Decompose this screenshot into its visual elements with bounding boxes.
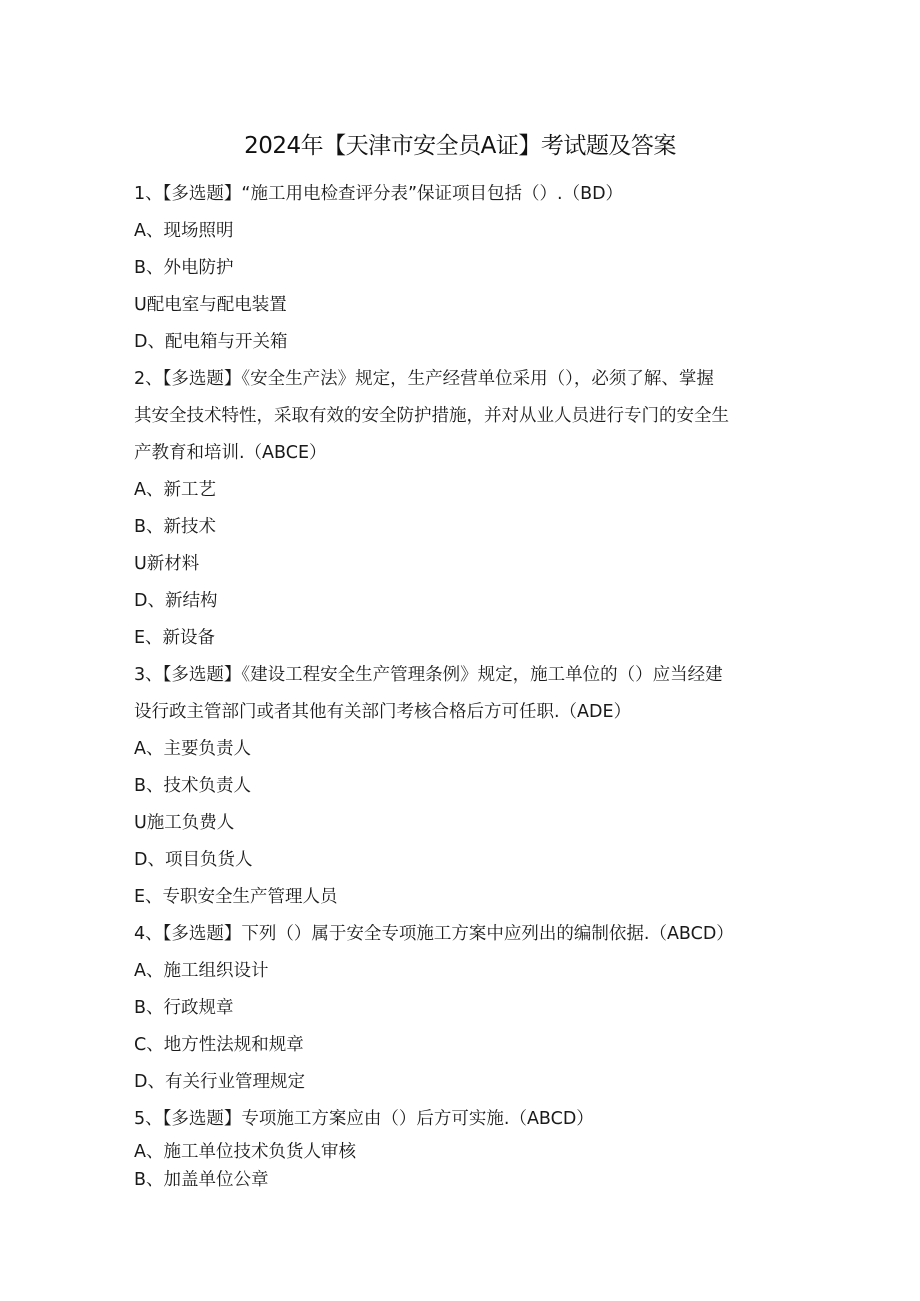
question-4 (134, 916, 784, 1101)
option-c: U施工负费人 (134, 813, 235, 833)
option-b: B、加盖单位公章 (134, 1170, 269, 1190)
question-stem: 4、【多选题】下列（）属于安全专项施工方案中应列出的编制依据.（ABCD） (134, 924, 734, 944)
option-c: U配电室与配电装置 (134, 295, 287, 315)
option-b: B、行政规章 (134, 998, 234, 1018)
option-a: A、新工艺 (134, 480, 216, 500)
option-b: B、外电防护 (134, 258, 234, 278)
option-a: A、施工组织设计 (134, 961, 269, 981)
option-e: E、新设备 (134, 628, 216, 648)
option-d: D、有关行业管理规定 (134, 1072, 305, 1092)
question-1 (134, 176, 784, 361)
option-d: D、新结构 (134, 591, 218, 611)
question-list (134, 176, 784, 1194)
question-5 (134, 1101, 784, 1194)
option-a: A、现场照明 (134, 221, 234, 241)
option-b: B、新技术 (134, 517, 217, 537)
question-stem-line: 产教育和培训.（ABCE） (134, 443, 327, 463)
option-e: E、专职安全生产管理人员 (134, 887, 338, 907)
option-c: U新材料 (134, 554, 200, 574)
question-stem: 5、【多选题】专项施工方案应由（）后方可实施.（ABCD） (134, 1109, 594, 1129)
option-d: D、配电箱与开关箱 (134, 332, 288, 352)
question-stem-line: 3、【多选题】《建设工程安全生产管理条例》规定，施工单位的（）应当经建 (134, 665, 723, 685)
question-stem: 1、【多选题】“施工用电检查评分表”保证项目包括（）.（BD） (134, 184, 624, 204)
option-c: C、地方性法规和规章 (134, 1035, 304, 1055)
question-stem-line: 设行政主管部门或者其他有关部门考核合格后方可任职.（ADE） (134, 702, 632, 722)
question-3 (134, 657, 784, 916)
question-stem-line: 其安全技术特性，采取有效的安全防护措施，并对从业人员进行专门的安全生 (134, 406, 729, 426)
option-a: A、施工单位技术负货人审核 (134, 1142, 356, 1162)
question-stem-line: 2、【多选题】《安全生产法》规定，生产经营单位采用（），必须了解、掌握 (134, 369, 714, 389)
option-a: A、主要负责人 (134, 739, 251, 759)
document-title: 2024年【天津市安全员A证】考试题及答案 (244, 133, 676, 159)
question-2 (134, 361, 784, 657)
option-b: B、技术负责人 (134, 776, 252, 796)
option-d: D、项目负货人 (134, 850, 253, 870)
